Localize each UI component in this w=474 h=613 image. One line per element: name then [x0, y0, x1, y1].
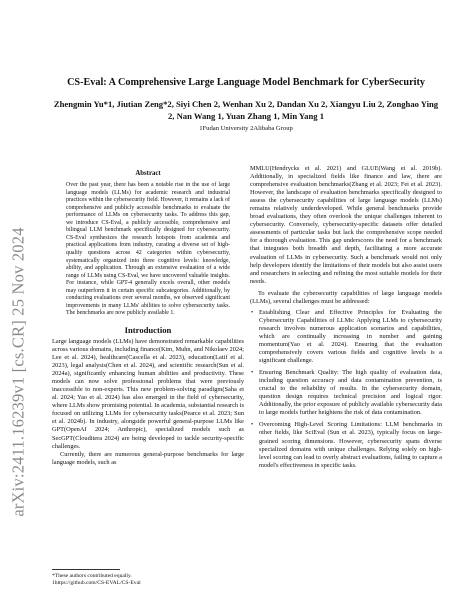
- abstract-text: Over the past year, there has been a notable rise in the use of large language models (LLMs) for academic research and industrial practices within the cybersecurity field. However, it remains a lack of comprehensive and publicly accessible benchmarks to evaluate the performance of LLMs on cybersecurity tasks. To address this gap, we introduce CS-Eval, a publicly accessible, comprehensive and bilingual LLM benchmark specifically designed for cybersecurity. CS-Eval synthesizes the research hotspots from academia and practical applications from industry, curating a diverse set of high-quality questions across 42 categories within cybersecurity, systematically organized into three cognitive levels: knowledge, ability, and application. Through an extensive evaluation of a wide range of LLMs using CS-Eval, we have uncovered valuable insights. For instance, while GPT-4 generally excels overall, other models may outperform it in certain specific subcategories. Additionally, by conducting evaluations over several months, we observed significant improvements in many LLMs' abilities to solve cybersecurity tasks. The benchmarks are now publicly available 1.: [66, 182, 230, 317]
- footnote-divider: [52, 569, 120, 570]
- challenge-text: Ensuring Benchmark Quality: The high quality of evaluation data, including question accuracy and data contamination prevention, is crucial to the reliability of results. In the cybersecurity domain, question design requires technical precision and logical rigor. Additionally, the prior exposure of publicly available cybersecurity data to large models further heightens the risk of data contamination.: [259, 369, 442, 417]
- author-list: Zhengmin Yu*1, Jiutian Zeng*2, Siyi Chen 2, Wenhan Xu 2, Dandan Xu 2, Xiangyu Liu 2, Zonghao Ying 2, Nan Wang 1, Yuan Zhang 1, Min Yang 1: [53, 99, 439, 121]
- footnote-repo-link: 1https://github.com/CS-EVAL/CS-Eval: [52, 580, 141, 587]
- arxiv-identifier-text: arXiv:2411.16239v1 [cs.CR] 25 Nov 2024: [9, 227, 28, 517]
- abstract-heading: Abstract: [135, 170, 161, 177]
- intro-paragraph: Currently, there are numerous general-purpose benchmarks for large language models, such as: [52, 450, 244, 466]
- bullet-icon: •: [251, 421, 254, 429]
- arxiv-identifier-sidebar: [4, 172, 34, 572]
- challenge-text: Establishing Clear and Effective Principles for Evaluating the Cybersecurity Capabilities of LLMs: Applying LLMs to cybersecurity research involves numerous application scenarios and capabilities, which are continually increasing in number and gaining momentum(Yao et al. 2024). Ensuring that the evaluation comprehensively covers various fields and cognitive levels is a significant challenge.: [259, 308, 442, 365]
- footnote-equal-contribution: *These authors contributed equally.: [52, 573, 132, 579]
- footnotes: [52, 569, 244, 587]
- right-paragraph: MMLU(Hendrycks et al. 2021) and GLUE(Wang et al. 2019b). Additionally, in specialized fields like finance and law, there are comprehensive evaluation benchmarks(Zhang et al. 2023; Fei et al. 2023). However, the landscape of evaluation benchmarks specifically designed to assess the cybersecurity capabilities of large language models (LLMs) remains relatively underdeveloped. While general benchmarks provide broad evaluations, they often overlook the unique challenges inherent to cybersecurity. Conversely, cybersecurity-specific datasets offer detailed assessments of particular tasks but lack the comprehensive scope needed for a thorough evaluation. This gap underscores the need for a benchmark that integrates both breadth and depth, facilitating a more accurate evaluation of LLMs in cybersecurity. Such a benchmark would not only help developers identify the limitations of their models but also assist users and researchers in selecting and refining the most suitable models for their needs.: [250, 165, 442, 285]
- challenge-list: [250, 309, 442, 470]
- affiliations: 1Fudan University 2Alibaba Group: [199, 125, 293, 132]
- right-column: [250, 165, 442, 474]
- left-column: [52, 170, 244, 467]
- challenge-text: Overcoming High-Level Scoring Limitations: LLM benchmarks in other fields, like SciEval (Sun et al. 2023), typically focus on large-grained scoring dimensions. However, cybersecurity spans diverse specialized domains with unique challenges. Relying solely on high-level scoring can lead to overly abstract evaluations, failing to capture a model's effectiveness in specific tasks.: [259, 421, 442, 469]
- bullet-icon: •: [251, 308, 254, 316]
- challenge-item: [250, 421, 442, 469]
- challenge-item: [250, 309, 442, 365]
- introduction-heading: Introduction: [124, 324, 172, 335]
- bullet-icon: •: [251, 369, 254, 377]
- intro-paragraph: Large language models (LLMs) have demonstrated remarkable capabilities across various domains, including finance(Kim, Muhn, and Nikolaev 2024; Lee et al. 2024), healthcare(Cascella et al. 2023), education(Latif et al. 2023), legal analysis(Chen et al. 2024), and scientific research(Sun et al. 2024a), significantly enhancing human abilities and productivity. These models can now solve professional problems that were previously inaccessible to non-experts. This new problem-solving paradigm(Saha et al. 2024; Yao et al. 2024) has also emerged in the field of cybersecurity, where LLMs show promising potential. In academia, substantial research is focused on utilizing LLMs for cybersecurity tasks(Pearce et al. 2023; Sun et al. 2024b). In industry, alongside powerful general-purpose LLMs like GPT(OpenAI 2024; Anthropic), specialized models such as SecGPT(Clouditera 2024) are being developed to tackle security-specific challenges.: [52, 337, 244, 450]
- right-paragraph: To evaluate the cybersecurity capabilities of large language models (LLMs), several challenges must be addressed:: [250, 289, 442, 305]
- challenge-item: [250, 369, 442, 417]
- paper-title: CS-Eval: A Comprehensive Large Language Model Benchmark for CyberSecurity: [67, 77, 425, 88]
